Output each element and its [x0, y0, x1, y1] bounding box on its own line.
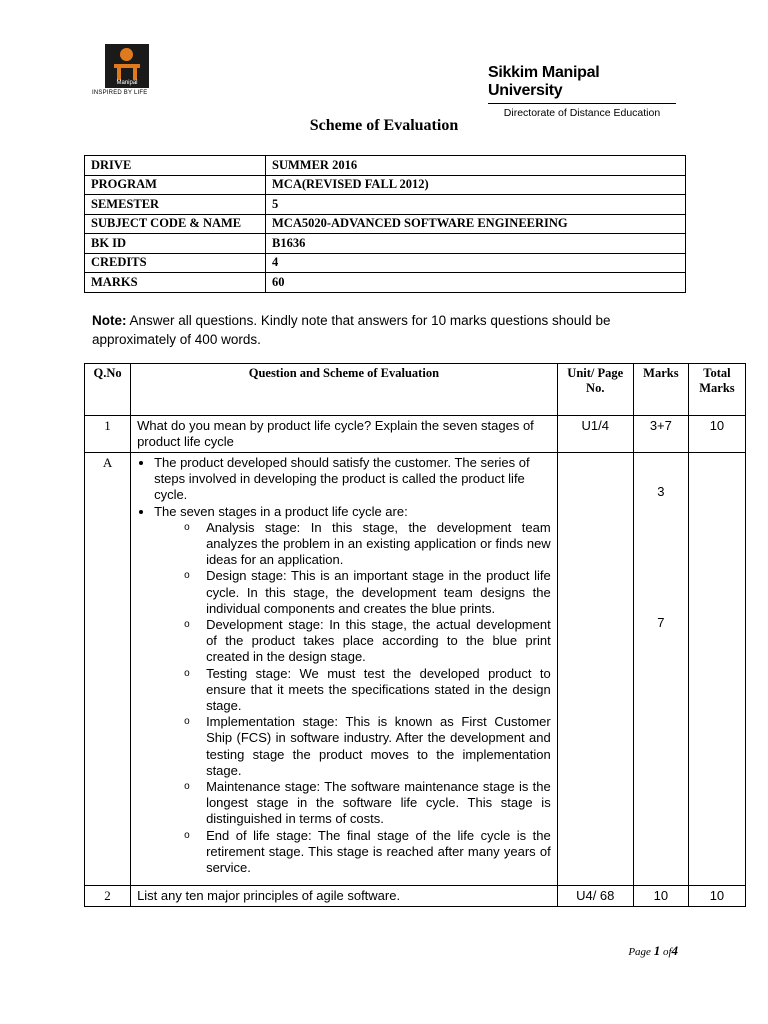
page-word: Page	[628, 946, 651, 958]
list-item: o End of life stage: The final stage of the life cycle is the retirement stage. This stage is reached after many years of service.	[206, 828, 551, 877]
info-value: MCA5020-ADVANCED SOFTWARE ENGINEERING	[266, 214, 686, 234]
header-marks: Marks	[633, 364, 688, 416]
of-word: of	[662, 946, 672, 958]
answer-label: A	[85, 453, 131, 886]
info-value: SUMMER 2016	[266, 156, 686, 176]
question-total: 10	[688, 886, 745, 907]
directorate-name: Directorate of Distance Education	[503, 107, 661, 119]
header-question: Question and Scheme of Evaluation	[131, 364, 558, 416]
stages-intro: The seven stages in a product life cycle are:	[154, 503, 408, 519]
answer-content	[131, 453, 558, 886]
info-key: MARKS	[85, 273, 266, 293]
university-name: Sikkim Manipal University	[488, 64, 676, 104]
list-item: o Implementation stage: This is known as First Customer Ship (FCS) in software industry. After the development and testing stage the product moves to the implementation stage.	[206, 714, 551, 779]
info-row	[85, 253, 686, 273]
manipal-logo-icon	[105, 44, 149, 88]
info-row	[85, 175, 686, 195]
info-key: SEMESTER	[85, 195, 266, 215]
question-number: 1	[85, 416, 131, 453]
info-key: DRIVE	[85, 156, 266, 176]
question-unit: U4/ 68	[557, 886, 633, 907]
list-item: o Design stage: This is an important stage in the product life cycle. In this stage, the development team designs the individual components and creates the blue prints.	[206, 568, 551, 617]
list-item: o Analysis stage: In this stage, the development team analyzes the problem in an existing application or finds new ideas for an application.	[206, 520, 551, 569]
question-text: What do you mean by product life cycle? Explain the seven stages of product life cycle	[131, 416, 558, 453]
info-row	[85, 156, 686, 176]
answer-bullet-list	[137, 455, 551, 876]
info-key: PROGRAM	[85, 175, 266, 195]
list-item: • The product developed should satisfy the customer. The series of steps involved in developing the product is called the product life cycle.	[154, 455, 551, 504]
answer-total	[688, 453, 745, 886]
page-footer	[628, 943, 678, 959]
info-row	[85, 195, 686, 215]
note-paragraph	[92, 311, 652, 349]
info-row	[85, 234, 686, 254]
course-info-table	[84, 155, 686, 293]
question-number: 2	[85, 886, 131, 907]
info-row	[85, 273, 686, 293]
question-marks: 10	[633, 886, 688, 907]
logo-word: Manipal	[116, 80, 138, 86]
info-value: 5	[266, 195, 686, 215]
list-item: o Testing stage: We must test the developed product to ensure that it meets the specifications stated in the design stage.	[206, 666, 551, 715]
total-pages: 4	[671, 943, 678, 958]
header-total-marks: Total Marks	[688, 364, 745, 416]
question-row	[85, 416, 746, 453]
info-value: 4	[266, 253, 686, 273]
info-value: MCA(REVISED FALL 2012)	[266, 175, 686, 195]
question-row	[85, 886, 746, 907]
question-marks: 3+7	[633, 416, 688, 453]
info-key: BK ID	[85, 234, 266, 254]
evaluation-table	[84, 363, 746, 907]
university-logo	[92, 44, 156, 96]
university-heading	[488, 64, 676, 119]
info-key: CREDITS	[85, 253, 266, 273]
answer-marks	[633, 453, 688, 886]
header-qno: Q.No	[85, 364, 131, 416]
page-number: 1	[653, 943, 661, 958]
document-title: Scheme of Evaluation	[309, 117, 459, 134]
logo-tagline: INSPIRED BY LIFE	[92, 90, 148, 96]
info-value: 60	[266, 273, 686, 293]
list-item: o Development stage: In this stage, the actual development of the product takes place according to the blue print created in the design stage.	[206, 617, 551, 666]
list-item: o Maintenance stage: The software maintenance stage is the longest stage in the software life cycle. This stage is distinguished in terms of costs.	[206, 779, 551, 828]
question-total: 10	[688, 416, 745, 453]
list-item	[154, 504, 551, 877]
stages-list	[154, 520, 551, 876]
answer-unit	[557, 453, 633, 886]
question-text: List any ten major principles of agile software.	[131, 886, 558, 907]
mark-part-1: 3	[657, 484, 665, 499]
answer-row	[85, 453, 746, 886]
table-header-row	[85, 364, 746, 416]
info-key: SUBJECT CODE & NAME	[85, 214, 266, 234]
note-label: Note:	[92, 313, 127, 328]
header-unit: Unit/ Page No.	[557, 364, 633, 416]
note-text: Answer all questions. Kindly note that answers for 10 marks questions should be approximately of 400 words.	[92, 313, 611, 347]
question-unit: U1/4	[557, 416, 633, 453]
mark-part-2: 7	[657, 615, 665, 630]
info-row	[85, 214, 686, 234]
info-value: B1636	[266, 234, 686, 254]
